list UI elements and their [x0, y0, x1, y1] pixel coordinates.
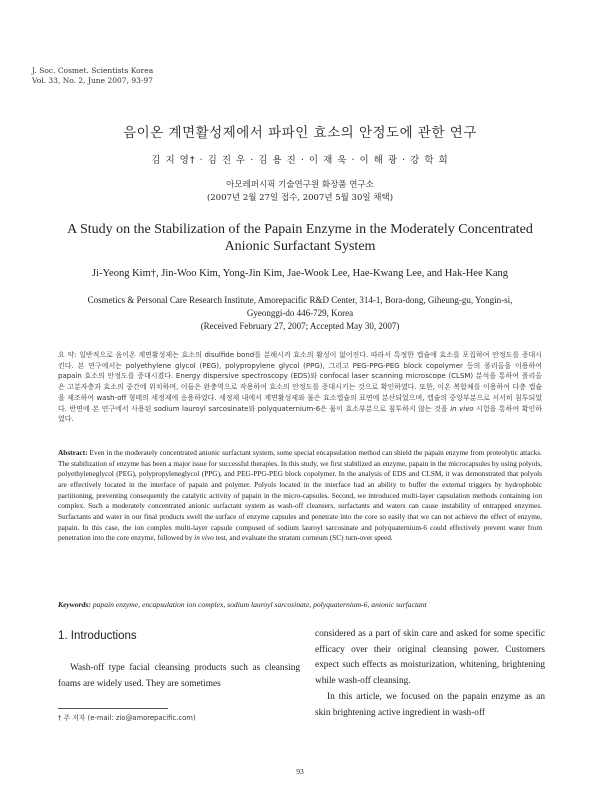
abstract-english-label: Abstract: [58, 448, 88, 457]
keywords-text: papain enzyme, encapsulation ion complex, sodium lauroyl sarcosinate, polyquaternium-6, anionic surfactant [92, 600, 427, 609]
institution-english-line1: Cosmetics & Personal Care Research Institute, Amorepacific R&D Center, 314-1, Bora-dong, Giheung-gu, Yongin-si, [87, 295, 513, 305]
abstract-english-italic: in vivo [194, 533, 214, 543]
abstract-korean-label: 요 약: [58, 351, 77, 359]
title-korean: 음이온 계면활성제에서 파파인 효소의 안정도에 관한 연구 [123, 125, 477, 141]
page-number: 93 [296, 767, 304, 776]
institution-english [60, 294, 540, 333]
abstract-english-text: Even in the moderately concentrated anionic surfactant system, some special encapsulation method can shield the papain enzyme from proteolytic attacks. The stabilization of enzyme has been a major issue for successful therapies. In this study, we first stabilized an enzyme, papain in the microcapsules by using polyols, polyethyleneglycol (PEG), polypropyleneglycol (PPG), and PEG-PPG-PEG block copolymer. In the analysis of EDS and CLSM, it was demonstrated that polyols are effectively located in the interface of papain and polymer. Polyols located in the interface had an ability to buffer the external triggers by hydrophobic partitioning, preventing consequently the catalytic activity of papain in the micro-capsules. Second, we introduced multi-layer capsulation methods containing ion complex. Such a moderately concentrated anionic surfactant system as wash-off cleansers, surfactants and waters can cause instability of entrapped enzymes. Surfactants and water in our final products swell the surface of enzyme capsules and penetrate into the core so easily that we can not achieve the effect of enzyme, papain. In this case, the ion complex multi-layer capsule composed of sodium lauroyl sarcosinate and polyquaternium-6 could effectively prevent water from penetration into the core enzyme, followed by [58, 448, 542, 543]
authors-english: Ji-Yeong Kim†, Jin-Woo Kim, Yong-Jin Kim, Jae-Wook Lee, Hae-Kwang Lee, and Hak-Hee Kang [92, 268, 508, 279]
keywords [58, 600, 542, 609]
footnote-divider [58, 708, 168, 709]
intro-left-paragraph: Wash-off type facial cleansing products such as cleansing foams are widely used. They are sometimes [58, 663, 300, 689]
title-english-line2: Anionic Surfactant System [224, 239, 376, 254]
journal-volume: Vol. 33, No. 2, June 2007, 93-97 [32, 76, 153, 85]
title-english-line1: A Study on the Stabilization of the Papain Enzyme in the Moderately Concentrated [67, 222, 533, 237]
abstract-korean-end: 시험을 통하여 확인하였다. [58, 404, 543, 424]
abstract-korean [58, 350, 542, 425]
institution-english-line2: Gyeonggi-do 446-729, Korea [246, 308, 354, 318]
intro-left-column [58, 661, 300, 692]
footnote: † 주 저자 (e-mail: zio@amorepacific.com) [58, 714, 196, 722]
abstract-korean-italic: in vivo [450, 404, 474, 413]
abstract-korean-text: 일반적으로 음이온 계면활성제는 효소의 disulfide bond를 분해시켜 효소의 활성이 없어진다. 따라서 특정한 캡슐에 효소를 포집하여 안정도를 증대시킨다. 본 연구에서는 polyethylene glycol (PEG), polypropylene glycol (PPG), 그리고 PEG-PPG-PEG block copolymer 등의 폴리올을 이용하여 papain 효소의 안정도를 증대시켰다. Energy dispersive spectroscopy (EDS)와 confocal laser scanning microscope (CLSM) 분석을 통하여 폴리올은 고분자층과 효소의 중간에 위치하며, 이들은 완충역으로 작용하여 효소의 안정도를 증대시키는 것으로 확인하였다. 또한, 이온 복합체를 이용하여 다층 캡슐을 제조하여 wash-off 형태의 세정제에 응용하였다. 세정제 내에서 계면활성제와 물은 효소캡슐의 표면에 분산되었으며, 캡슐의 중앙부분으로 서서히 침투되었다. 반면에 본 연구에서 사용된 sodium lauroyl sarcosinate와 polyquaternium-6은 물이 효소부분으로 침투하지 않는 것을 [58, 351, 542, 413]
intro-right-column [315, 627, 545, 721]
section-heading: 1. Introductions [58, 630, 137, 642]
keywords-label: Keywords: [58, 600, 91, 609]
authors-korean: 김 지 영† · 김 진 우 · 김 용 진 · 이 재 욱 · 이 해 광 · 강 학 희 [151, 155, 449, 166]
intro-right-paragraph-2: In this article, we focused on the papain enzyme as an skin brightening active ingredient in wash-off [315, 691, 545, 718]
received-english: (Received February 27, 2007; Accepted May 30, 2007) [200, 321, 400, 331]
institution-korean [0, 179, 600, 205]
abstract-english [58, 448, 542, 544]
journal-citation [32, 66, 153, 86]
institution-korean-name: 아모레퍼시픽 기술연구원 화장품 연구소 [226, 180, 374, 190]
title-english [40, 221, 560, 255]
intro-right-paragraph-1: considered as a part of skin care and asked for some specific efficacy over their original cleansing power. Customers expect such effects as moisturization, whitening, brightening while wash-off cleansing. [315, 629, 545, 687]
received-korean: (2007년 2월 27일 접수, 2007년 5월 30일 채택) [206, 193, 394, 203]
abstract-english-end: test, and evaluate the stratum corneum (SC) turn-over speed. [213, 533, 393, 543]
journal-name: J. Soc. Cosmet. Scientists Korea [32, 66, 154, 75]
